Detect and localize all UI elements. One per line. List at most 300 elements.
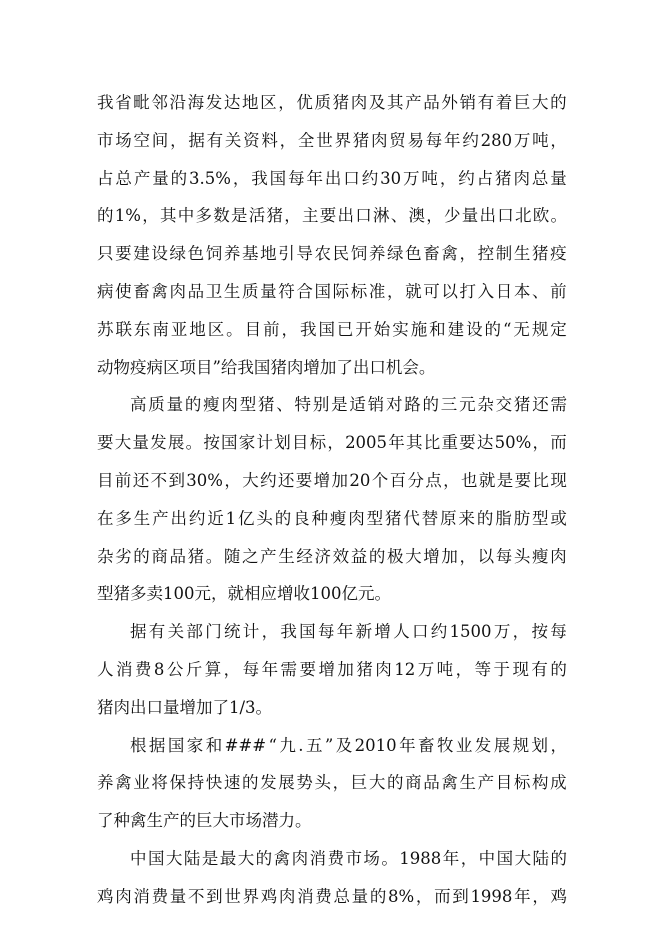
glyph: 标 [350,281,368,301]
glyph: 到 [452,886,469,906]
glyph: 的 [97,206,114,226]
glyph: 头 [314,773,331,793]
glyph: 多 [115,508,132,528]
glyph: 禽 [441,773,458,793]
glyph: 约 [260,470,277,490]
glyph: 极 [387,546,404,566]
glyph: “ [502,319,512,339]
glyph: ， [261,622,279,642]
glyph: 大 [532,93,549,112]
glyph: 只 [97,244,114,264]
glyph: 分 [407,470,424,490]
glyph: 头 [513,546,531,566]
glyph: 东 [133,319,151,339]
glyph: 来 [458,508,475,528]
glyph: 始 [373,319,391,339]
glyph: 肉 [278,886,296,906]
glyph: 量 [166,395,184,415]
glyph: 划 [274,433,291,453]
glyph: 的 [184,395,202,415]
glyph: 销 [459,93,476,112]
glyph: 势 [296,773,313,793]
glyph: ， [278,93,295,112]
glyph: 口 [497,206,514,226]
glyph: 大 [165,848,183,868]
glyph: 是 [201,848,219,868]
glyph: 有 [148,622,166,642]
glyph: 占 [476,168,494,188]
glyph: 大 [242,470,259,490]
text-line: 猪肉出口量增加了1/3。 [97,697,273,717]
glyph: 交 [495,395,513,415]
glyph: 新 [355,622,373,642]
glyph: 消 [115,659,133,679]
glyph: 品 [423,773,440,793]
glyph: 计 [256,433,273,453]
glyph: 统 [223,622,241,642]
text-line: 动物疫病区项目”给我国猪肉增加了出口机会。 [97,357,436,377]
glyph: 入 [477,281,495,301]
glyph: 色 [405,244,422,264]
glyph: 年 [514,886,531,906]
glyph: 目 [244,319,262,339]
glyph: 头 [256,508,273,528]
glyph: 而 [550,433,567,453]
glyph: 规 [531,319,549,339]
glyph: 门 [205,622,222,642]
glyph: ， [459,244,476,264]
glyph: 脂 [495,508,512,528]
glyph: 是 [496,470,514,490]
glyph: 场 [115,130,132,150]
glyph: 要 [299,659,316,679]
glyph: 消 [297,886,314,906]
glyph: 禽 [441,244,458,264]
glyph: 猪 [513,395,531,415]
glyph: 大 [405,546,422,566]
glyph: 出 [170,508,187,528]
glyph: 设 [466,319,483,339]
glyph: 肉 [348,508,365,528]
glyph: 巨 [513,93,531,112]
glyph: 到 [168,470,185,490]
glyph: 据 [148,735,166,755]
glyph: 生 [133,508,151,528]
glyph: 年 [336,622,354,642]
glyph: 吨 [436,659,454,679]
glyph: 本 [513,281,531,301]
glyph: 1988 [399,848,442,868]
glyph: 其 [387,93,404,112]
glyph: 巨 [350,773,368,793]
glyph: 总 [333,886,350,906]
glyph: 需 [280,659,298,679]
text-line [97,160,567,198]
glyph: 展 [278,773,295,793]
glyph: 、 [390,206,408,226]
glyph: 地 [189,319,206,339]
glyph: 每 [242,659,260,679]
glyph: 绿 [169,244,186,264]
glyph: 产 [405,93,422,112]
glyph: 国 [496,848,514,868]
glyph: 联 [115,319,132,339]
glyph: 产 [260,546,277,566]
glyph: 每 [550,622,567,642]
glyph: 发 [150,433,167,453]
glyph: 肪 [513,508,531,528]
glyph: 市 [97,130,114,150]
glyph: 就 [478,470,496,490]
glyph: 亿 [238,508,255,528]
glyph: 快 [205,773,223,793]
glyph: 苏 [97,319,114,339]
text-line [97,197,567,235]
glyph: 和 [205,735,223,755]
glyph: 猪 [266,206,283,226]
glyph: 陆 [532,848,550,868]
glyph: 猪 [257,395,275,415]
glyph: 建 [133,244,150,264]
text-line [97,311,567,349]
glyph: 鸡 [260,886,278,906]
glyph: ， [426,206,443,226]
glyph: 替 [421,508,439,528]
glyph: 吨 [421,168,438,188]
glyph: 瘦 [203,395,220,415]
glyph: 目 [291,433,309,453]
glyph: ， [327,433,344,453]
glyph: 路 [404,395,421,415]
glyph: 速 [223,773,241,793]
text-line: 型猪多卖100元，就相应增收100亿元。 [97,584,391,604]
glyph: 海 [187,93,205,112]
glyph: 。 [550,206,567,226]
glyph: 展 [167,433,185,453]
glyph: 准 [368,281,386,301]
glyph: 打 [459,281,476,301]
glyph: 等 [474,659,492,679]
glyph: 发 [474,735,492,755]
text-line [97,462,567,500]
glyph: 增 [374,622,391,642]
glyph: 消 [133,886,150,906]
glyph: 将 [151,773,168,793]
glyph: 效 [332,546,350,566]
glyph: 畜 [423,244,440,264]
glyph: 年 [442,848,460,868]
glyph: 不 [187,886,205,906]
glyph: 毗 [133,93,150,112]
glyph: 猪 [495,168,512,188]
glyph: 料 [261,130,278,150]
glyph: 良 [293,508,310,528]
glyph: 和 [429,319,446,339]
glyph: 达 [223,93,241,112]
glyph: 的 [133,546,150,566]
document-body [97,84,567,916]
glyph: 发 [205,93,223,112]
glyph: 据 [188,130,205,150]
glyph: 每 [317,622,335,642]
glyph: 北 [514,206,532,226]
glyph: 猪 [356,659,373,679]
glyph: 及 [368,93,386,112]
glyph: 的 [550,659,567,679]
glyph: 不 [150,470,168,490]
glyph: 关 [224,130,242,150]
glyph: 量 [169,886,187,906]
glyph: 着 [495,93,513,112]
glyph: 世 [224,886,241,906]
glyph: 计 [242,622,260,642]
glyph: 费 [327,848,344,868]
glyph: 其 [406,433,423,453]
glyph: 2005 [345,433,388,453]
glyph: 比 [532,470,549,490]
glyph: 对 [385,395,403,415]
glyph: ， [284,206,301,226]
text-line [97,651,567,689]
glyph: 国 [318,319,335,339]
glyph: 国 [221,433,238,453]
glyph: 代 [403,508,420,528]
glyph: 约 [458,168,475,188]
glyph: 种 [311,508,328,528]
glyph: 还 [277,470,295,490]
glyph: 或 [550,508,567,528]
glyph: 型 [366,508,384,528]
glyph: 展 [493,735,511,755]
glyph: 保 [169,773,186,793]
glyph: 的 [242,773,259,793]
glyph: 2010 [354,735,397,755]
glyph: 量 [351,886,369,906]
glyph: 国 [314,281,331,301]
glyph: 年 [399,735,416,755]
glyph: 现 [550,470,567,490]
glyph: 公 [166,659,184,679]
glyph: 大 [368,773,386,793]
glyph: 品 [423,93,440,112]
glyph: 总 [531,168,549,188]
glyph: ， [512,622,530,642]
glyph: 国 [269,168,287,188]
glyph: 设 [151,244,168,264]
glyph: 发 [260,773,277,793]
glyph: 猪 [187,546,205,566]
glyph: 饲 [205,244,223,264]
glyph: 肉 [350,93,368,112]
glyph: 我 [299,319,317,339]
glyph: 增 [318,659,335,679]
glyph: 别 [312,395,330,415]
glyph: 约 [430,622,448,642]
glyph: 随 [223,546,241,566]
text-line [97,500,567,538]
glyph: 有 [531,659,548,679]
glyph: 瘦 [532,546,549,566]
glyph: 我 [97,93,114,112]
glyph: 生 [513,244,531,264]
glyph: 万 [403,168,420,188]
glyph: 出 [324,168,342,188]
glyph: 1% [114,206,141,226]
glyph: 也 [461,470,478,490]
glyph: 20 [349,470,371,490]
glyph: 肉 [370,130,388,150]
glyph: 30% [186,470,223,490]
glyph: 卫 [205,281,223,301]
glyph: 成 [550,773,567,793]
glyph: 就 [405,281,422,301]
glyph: 产 [152,508,169,528]
glyph: 前 [114,470,132,490]
text-line [97,538,567,576]
glyph: 吨 [532,130,549,150]
glyph: 斤 [185,659,203,679]
glyph: 约 [361,168,379,188]
glyph: 年 [388,433,405,453]
glyph: 要 [295,470,313,490]
glyph: 肉 [115,886,132,906]
glyph: 据 [130,622,147,642]
glyph: 算 [204,659,222,679]
glyph: . [298,735,304,755]
glyph: 现 [512,659,529,679]
glyph: 民 [332,244,350,264]
glyph: 占 [97,168,114,188]
glyph: 济 [314,546,331,566]
glyph: 要 [514,470,532,490]
glyph: 百 [389,470,407,490]
glyph: 鸡 [550,886,567,906]
glyph: 数 [213,206,230,226]
glyph: 万 [493,622,511,642]
glyph: 1998 [470,886,513,906]
glyph: 12 [394,659,416,679]
glyph: 。 [205,546,223,566]
glyph: 加 [331,470,348,490]
glyph: 规 [512,735,530,755]
glyph: 沿 [169,93,186,112]
glyph: 年 [444,130,461,150]
text-line [97,840,567,878]
glyph: 引 [278,244,295,264]
glyph: 的 [550,848,567,868]
glyph: 生 [223,281,241,301]
glyph: ， [443,470,460,490]
text-line [97,764,567,802]
glyph: 符 [278,281,295,301]
glyph: 鸡 [97,886,114,906]
glyph: 牧 [436,735,454,755]
glyph: 的 [274,508,292,528]
glyph: 30 [380,168,402,188]
glyph: 目 [495,773,513,793]
glyph: 的 [476,508,494,528]
glyph: 。 [185,433,203,453]
glyph: 总 [115,168,132,188]
glyph: 肉 [169,281,186,301]
glyph: ， [550,130,567,150]
glyph: ， [459,546,476,566]
glyph: 之 [242,546,259,566]
glyph: 品 [187,281,205,301]
glyph: 养 [368,244,386,264]
glyph: 饲 [350,244,368,264]
glyph: 要 [97,433,114,453]
glyph: 约 [188,508,206,528]
glyph: 加 [441,546,458,566]
glyph: 猪 [385,508,402,528]
glyph: ， [170,130,187,150]
glyph: 控 [477,244,495,264]
glyph: 出 [479,206,496,226]
glyph: 陆 [183,848,201,868]
glyph: 主 [301,206,319,226]
glyph: 前 [550,281,567,301]
glyph: 量 [260,281,277,301]
glyph: 费 [151,886,169,906]
glyph: 8 [153,659,165,679]
glyph: ， [532,433,549,453]
glyph: ### [224,735,267,755]
glyph: 元 [459,395,476,415]
glyph: 于 [493,659,511,679]
glyph: 业 [133,773,150,793]
glyph: 50% [494,433,532,453]
glyph: 年 [306,168,323,188]
glyph: 持 [187,773,205,793]
glyph: 使 [115,281,132,301]
glyph: 的 [255,848,273,868]
glyph: 澳 [408,206,425,226]
glyph: 而 [434,886,451,906]
glyph: 量 [132,433,149,453]
glyph: 南 [152,319,169,339]
glyph: 口 [411,622,429,642]
glyph: 需 [550,395,567,415]
glyph: 的 [368,546,386,566]
glyph: 还 [132,470,150,490]
text-line [97,727,567,765]
glyph: 国 [147,848,165,868]
glyph: 增 [313,470,331,490]
glyph: 其 [159,206,177,226]
glyph: 有 [206,130,224,150]
glyph: 外 [441,93,458,112]
glyph: 全 [297,130,315,150]
glyph: 区 [260,93,277,112]
text-line [97,386,567,424]
glyph: 标 [309,433,327,453]
glyph: 消 [309,848,327,868]
glyph: 型 [532,508,549,528]
glyph: ” [324,735,334,755]
glyph: ， [223,659,241,679]
glyph: 商 [405,773,422,793]
glyph: 贸 [389,130,406,150]
glyph: 的 [484,319,502,339]
glyph: ， [142,206,159,226]
glyph: ， [460,848,478,868]
glyph: 导 [296,244,313,264]
glyph: 型 [239,395,257,415]
glyph: 杂 [477,395,494,415]
glyph: 部 [186,622,203,642]
glyph: 无 [513,319,530,339]
